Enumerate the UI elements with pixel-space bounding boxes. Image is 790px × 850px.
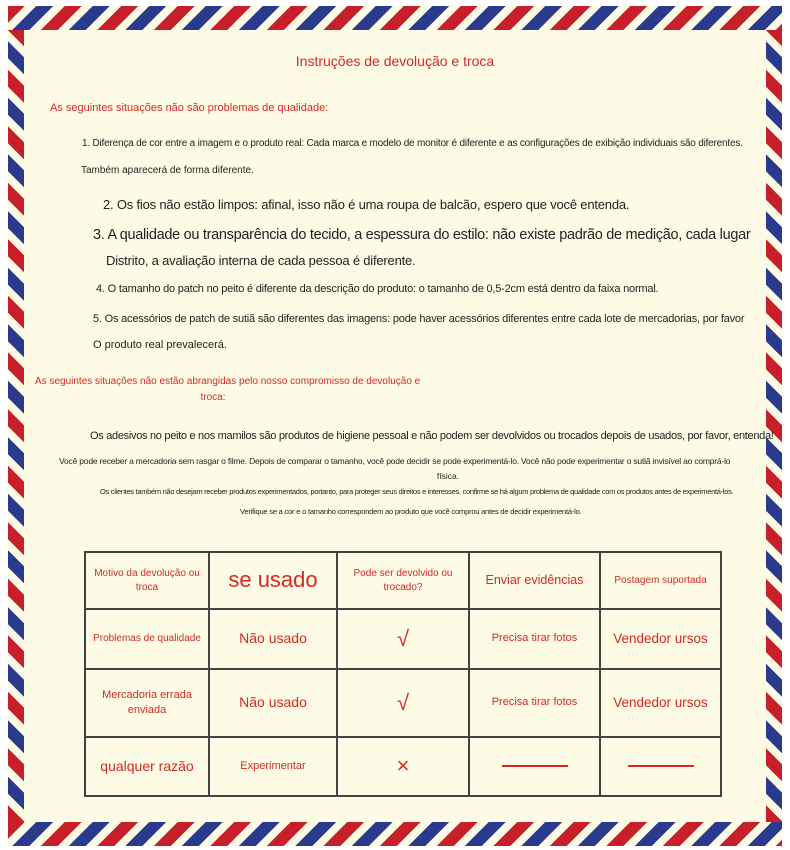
header-used: se usado [209, 552, 337, 609]
return-policy-table [84, 551, 722, 797]
list-item-color-difference: 1. Diferença de cor entre a imagem e o produto real: Cada marca e modelo de monitor é diferente e as configurações de exibição individuais são diferentes. [82, 138, 743, 149]
cell-reason: qualquer razão [85, 737, 209, 796]
cell-postage-empty [600, 737, 721, 796]
cell-reason: Mercadoria errada enviada [85, 669, 209, 737]
airmail-border-top [8, 6, 782, 30]
table-row [85, 669, 721, 737]
table-header-row [85, 552, 721, 609]
list-item-fabric-quality: 3. A qualidade ou transparência do tecido, a espessura do estilo: não existe padrão de medição, cada lugar [93, 227, 751, 243]
airmail-border-right [766, 30, 782, 822]
check-mark-icon: √ [337, 669, 469, 737]
table-row [85, 737, 721, 796]
cell-evidence-empty [469, 737, 600, 796]
cell-postage: Vendedor ursos [600, 609, 721, 669]
cell-used: Experimentar [209, 737, 337, 796]
cell-postage: Vendedor ursos [600, 669, 721, 737]
page-title: Instruções de devolução e troca [295, 53, 495, 69]
header-returnable: Pode ser devolvido ou trocado? [337, 552, 469, 609]
note-try-on: Você pode receber a mercadoria sem rasgar o filme. Depois de comparar o tamanho, você pode decidir se pode experimentá-lo. Você não pode experimentar o sutiã invisível ao comprá-lo [59, 456, 731, 466]
list-item-accessories-cont: O produto real prevalecerá. [93, 339, 227, 351]
header-reason: Motivo da devolução ou troca [85, 552, 209, 609]
header-evidence: Enviar evidências [469, 552, 600, 609]
note-try-on-cont: física. [436, 471, 460, 481]
header-postage: Postagem suportada [600, 552, 721, 609]
list-item-fabric-quality-cont: Distrito, a avaliação interna de cada pessoa é diferente. [106, 253, 416, 268]
note-verify: Verifique se a cor e o tamanho correspondem ao produto que você comprou antes de decidir experimentá-lo. [240, 507, 582, 516]
dash-line [628, 765, 694, 767]
note-hygiene: Os adesivos no peito e nos mamilos são produtos de higiene pessoal e não podem ser devolvidos ou trocados depois de usados, por favor, entenda! [90, 430, 774, 442]
dash-line [502, 765, 568, 767]
section-heading-not-covered: As seguintes situações não estão abrangidas pelo nosso compromisso de devolução e [35, 376, 421, 387]
check-mark-icon: √ [337, 609, 469, 669]
note-customer-rights: Os clientes também não desejam receber produtos experimentados, portanto, para proteger seus direitos e interesses, confirme se há algum problema de qualidade com os produtos antes de experimentá-los. [100, 487, 734, 496]
table-row [85, 609, 721, 669]
list-item-accessories: 5. Os acessórios de patch de sutiã são diferentes das imagens: pode haver acessórios diferentes entre cada lote de mercadorias, por favor [93, 313, 745, 325]
airmail-border-left [8, 30, 24, 822]
list-item-patch-size: 4. O tamanho do patch no peito é diferente da descrição do produto: o tamanho de 0,5-2cm está dentro da faixa normal. [96, 283, 659, 295]
cell-evidence: Precisa tirar fotos [469, 669, 600, 737]
cell-reason: Problemas de qualidade [85, 609, 209, 669]
cell-used: Não usado [209, 669, 337, 737]
list-item-color-difference-cont: Também aparecerá de forma diferente. [81, 165, 254, 176]
airmail-border-bottom [8, 822, 782, 846]
cell-evidence: Precisa tirar fotos [469, 609, 600, 669]
cross-mark-icon: × [337, 737, 469, 796]
list-item-threads: 2. Os fios não estão limpos: afinal, isso não é uma roupa de balcão, espero que você entenda. [103, 197, 630, 212]
section-heading-not-covered-cont: troca: [200, 392, 226, 403]
section-heading-quality: As seguintes situações não são problemas de qualidade: [50, 102, 329, 114]
cell-used: Não usado [209, 609, 337, 669]
